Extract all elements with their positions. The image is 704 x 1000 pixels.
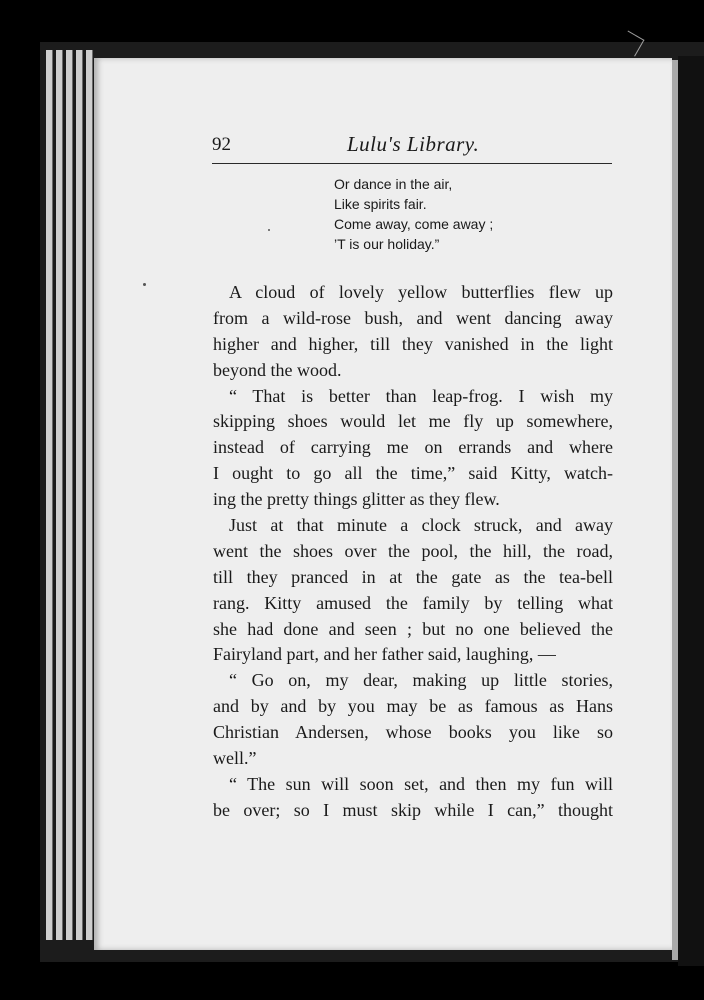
text-line: instead of carrying me on errands and where [213,437,613,458]
text-line: well.” [213,748,257,769]
text-line: “ Go on, my dear, making up little stories, [229,670,613,691]
text-line: ing the pretty things glitter as they flew. [213,489,500,510]
page-edge [56,50,63,940]
page-edge [66,50,73,940]
running-head [212,130,612,160]
text-line: higher and higher, till they vanished in the light [213,333,613,354]
book-title: Lulu's Library. [347,132,480,156]
page-edge [86,50,93,940]
text-line: Fairyland part, and her father said, laughing, — [213,644,556,665]
text-line: went the shoes over the pool, the hill, the road, [213,540,613,561]
text-line: “ The sun will soon set, and then my fun will [229,773,613,794]
body-text [213,280,613,824]
ink-speck [268,229,270,231]
page-number: 92 [212,134,231,155]
book-spine-shadow [678,56,704,966]
verse-line: Like spirits fair. [334,196,427,212]
text-line: skipping shoes would let me fly up somewhere, [213,411,613,432]
text-line: she had done and seen ; but no one believed the [213,618,613,639]
verse-line: Come away, come away ; [334,216,494,232]
text-line: beyond the wood. [213,359,342,380]
ink-speck [143,283,146,286]
page-edge [76,50,83,940]
verse-block [334,174,594,254]
text-line: A cloud of lovely yellow butterflies flew up [229,282,613,302]
text-line: Just at that minute a clock struck, and away [229,515,613,536]
verse-line: ’T is our holiday.” [334,236,440,252]
page-edge [46,50,53,940]
verse-line: Or dance in the air, [334,176,453,192]
text-line: I ought to go all the time,” said Kitty, watch- [213,463,613,484]
text-line: till they pranced in at the gate as the tea-bell [213,566,613,587]
text-line: “ That is better than leap-frog. I wish my [229,385,613,406]
header-rule [212,163,612,164]
text-line: and by and by you may be as famous as Hans [213,696,613,717]
text-line: be over; so I must skip while I can,” thought [213,799,613,820]
text-line: rang. Kitty amused the family by telling what [213,592,613,613]
text-line: from a wild-rose bush, and went dancing away [213,307,613,328]
text-line: Christian Andersen, whose books you like so [213,722,613,743]
